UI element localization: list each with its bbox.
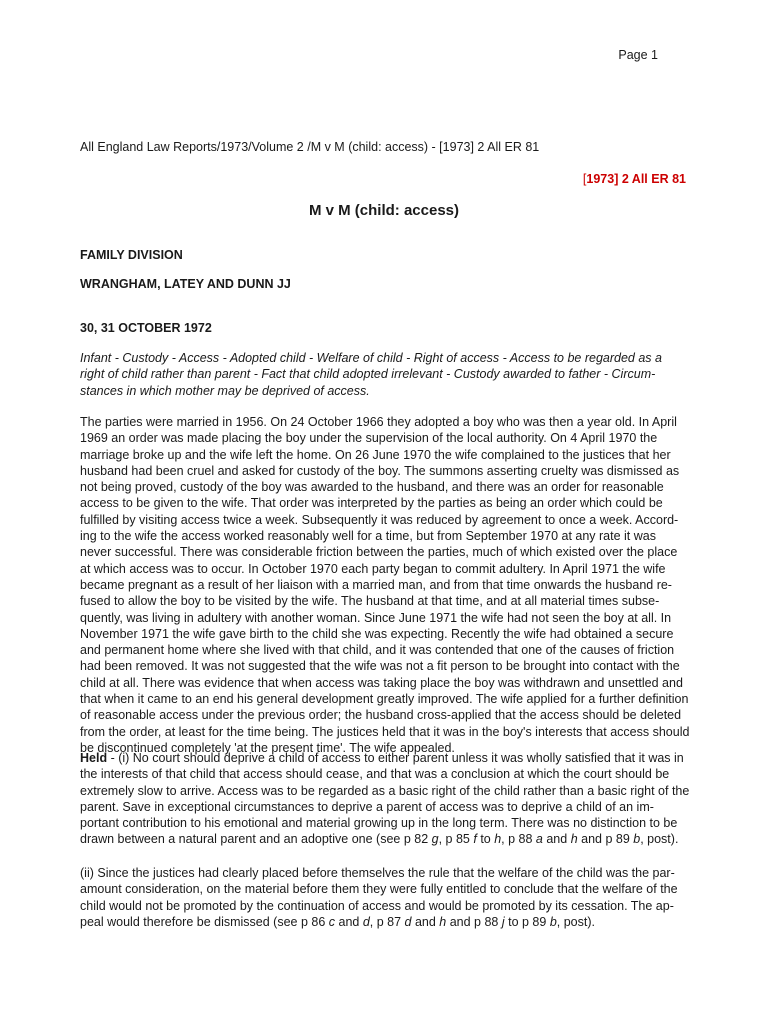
held2-text-5: and p 88 (446, 914, 502, 929)
case-title: M v M (child: access) (308, 202, 460, 219)
held1-text-2: , p 85 (438, 832, 474, 847)
held1-ref-2: f (473, 832, 477, 847)
held1-text-7: , post). (640, 832, 679, 847)
held-paragraph-1 (80, 750, 690, 848)
citation-year: 1973] (586, 172, 619, 186)
held-label: Held (80, 751, 108, 765)
held1-text-3: to (476, 832, 495, 847)
case-citation[interactable] (583, 171, 686, 187)
held1-text-6: and p 89 (577, 832, 634, 847)
held2-ref-3: d (404, 914, 412, 929)
hearing-date: 30, 31 OCTOBER 1972 (80, 321, 212, 335)
held2-text-6: to p 89 (504, 914, 550, 929)
held2-text-3: , p 87 (369, 914, 405, 929)
held2-ref-5: j (501, 914, 505, 929)
held2-text-2: and (335, 914, 363, 929)
headnote-catchwords: Infant - Custody - Access - Adopted child - Welfare of child - Right of access - Access to be regarded as a right of child rather than parent - Fact that child adopted irrelevant - Custody awarded to father - Circum-stances in which mother may be deprived of access. (80, 351, 662, 398)
held-paragraph-2 (80, 865, 690, 930)
held1-text-4: , p 88 (501, 832, 536, 847)
document-header: All England Law Reports/1973/Volume 2 /M v M (child: access) - [1973] 2 All ER 81 (80, 140, 540, 154)
held2-ref-6: b (549, 914, 557, 929)
facts-paragraph: The parties were married in 1956. On 24 October 1966 they adopted a boy who was then a year old. In April 1969 an order was made placing the boy under the supervision of the local authority. On 4 April 1970 the marriage broke up and the wife left the home. On 26 June 1970 the wife complained to the justices that her husband had been cruel and asked for custody of the boy. The summons asserting cruelty was dismissed as not being proved, custody of the boy was awarded to the husband, and there was an order for reasonable access to be given to the wife. That order was interpreted by the parties as being an order which could be fulfilled by visiting access twice a week. Subsequently it was reduced by agreement to once a week. Accord-ing to the wife the access worked reasonably well for a time, but from September 1970 at any rate it was never successful. There was considerable friction between the parties, much of which existed over the place at which access was to occur. In October 1970 each party began to commit adultery. In April 1971 the wife became pregnant as a result of her liaison with a married man, and from that time onwards the husband re-fused to allow the boy to be visited by the wife. The husband at that time, and at all material times subse-quently, was living in adultery with another woman. Since June 1971 the wife had not seen the boy at all. In November 1971 the wife gave birth to the child she was expecting. Recently the wife had obtained a secure and permanent home where she lived with that child, and it was contended that one of the causes of friction had been removed. It was not suggested that the wife was not a fit person to be brought into contact with the child at all. There was evidence that when access was taking place the boy was withdrawn and unsettled and that when it came to an end his general development greatly improved. The wife applied for a further definition of reasonable access under the previous order; the husband cross-applied that the access should be deleted from the order, at least for the time being. The justices held that it was in the boy's interests that access should be discontinued completely 'at the present time'. The wife appealed. (80, 415, 690, 755)
held2-text-4: and (411, 914, 440, 929)
citation-open-bracket: [ (582, 172, 587, 186)
held2-text-7: , post). (556, 914, 595, 929)
held2-text-1: (ii) Since the justices had clearly placed before themselves the rule that the welfare of the child was the par-amount consideration, on the material before them they were fully entitled to conclude that the welfare of the child would not be promoted by the continuation of access and would be promoted by its cessation. The ap-peal would therefore be dismissed (see p 86 (80, 866, 678, 929)
held1-ref-3: h (494, 832, 502, 847)
held2-ref-1: c (328, 914, 336, 929)
held1-ref-6: b (633, 832, 641, 847)
page-number: Page 1 (618, 48, 658, 62)
held1-text-1: - (i) No court should deprive a child of access to either parent unless it was wholly satisfied that it was in the interests of that child that access should cease, and that was a conclusion at which the court should be extremely slow to arrive. Access was to be regarded as a basic right of the child rather than a basic right of the parent. Save in exceptional circumstances to deprive a parent of access was to deprive a child of an im-portant contribution to his emotional and material growing up in the long term. There was no distinction to be drawn between a natural parent and an adoptive one (see p 82 (80, 751, 690, 847)
held1-text-5: and (542, 832, 571, 847)
held1-ref-5: h (570, 832, 578, 847)
judges: WRANGHAM, LATEY AND DUNN JJ (80, 277, 291, 291)
held2-ref-2: d (362, 914, 370, 929)
held1-ref-1: g (431, 832, 439, 847)
held2-ref-4: h (439, 914, 447, 929)
citation-reference: 2 All ER 81 (618, 172, 686, 186)
held1-ref-4: a (535, 832, 543, 847)
court-division: FAMILY DIVISION (80, 248, 183, 262)
